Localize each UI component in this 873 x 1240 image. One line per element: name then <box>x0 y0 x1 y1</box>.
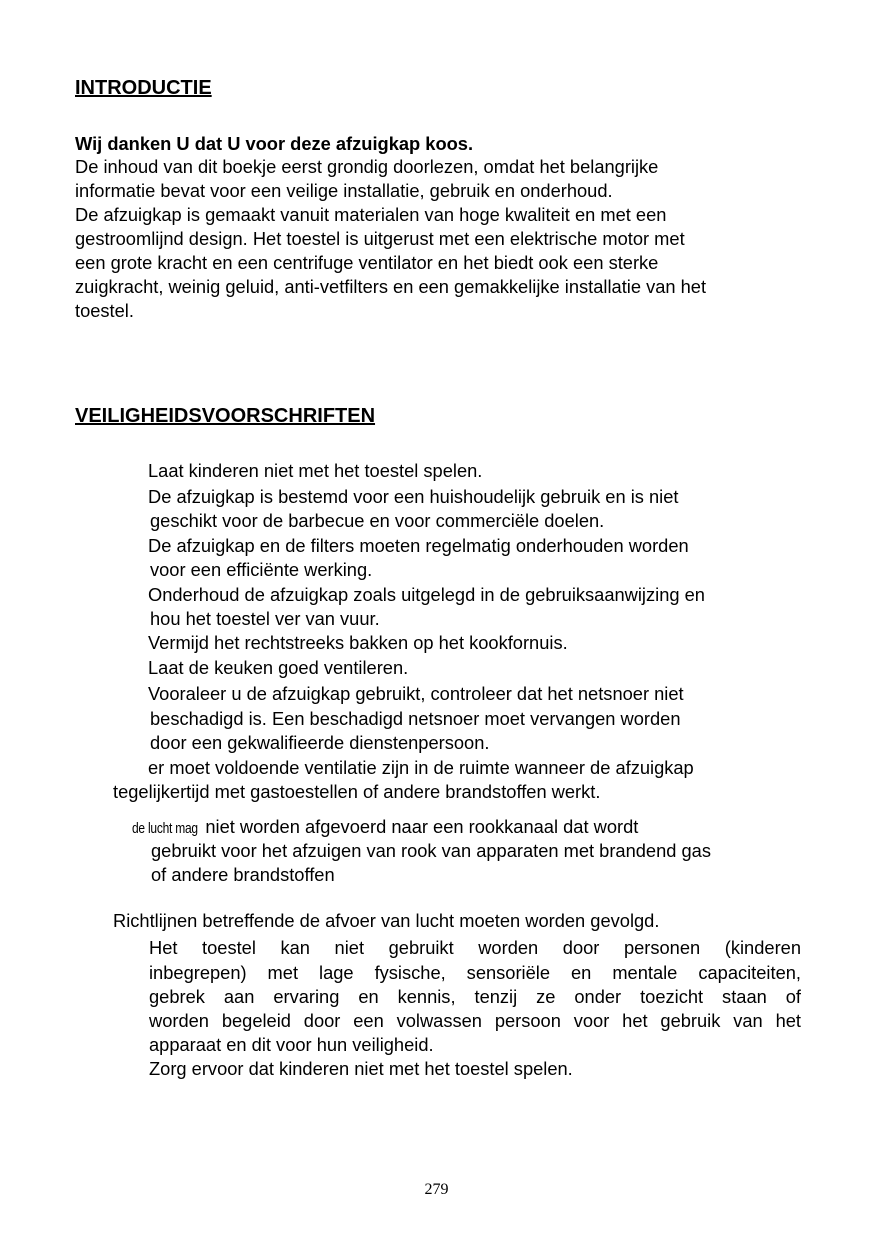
capacity-line: Het toestel kan niet gebruikt worden door personen (kinderen <box>149 937 801 958</box>
safety-line: Vooraleer u de afzuigkap gebruikt, controleer dat het netsnoer niet <box>148 683 684 704</box>
intro-heading: INTRODUCTIE <box>75 77 212 99</box>
safety-line: er moet voldoende ventilatie zijn in de ruimte wanneer de afzuigkap <box>148 757 694 778</box>
intro-line: De afzuigkap is gemaakt vanuit materialen van hoge kwaliteit en met een <box>75 204 667 225</box>
safety-line: Vermijd het rechtstreeks bakken op het kookfornuis. <box>148 632 568 653</box>
intro-line: een grote kracht en een centrifuge ventilator en het biedt ook een sterke <box>75 252 659 273</box>
air-line: gebruikt voor het afzuigen van rook van apparaten met brandend gas <box>151 840 711 861</box>
safety-line: hou het toestel ver van vuur. <box>150 608 380 629</box>
safety-line: De afzuigkap en de filters moeten regelmatig onderhouden worden <box>148 535 689 556</box>
capacity-line: gebrek aan ervaring en kennis, tenzij ze onder toezicht staan of <box>149 986 801 1007</box>
safety-line: beschadigd is. Een beschadigd netsnoer moet vervangen worden <box>150 708 681 729</box>
safety-line: voor een efficiënte werking. <box>150 559 373 580</box>
safety-heading: VEILIGHEIDSVOORSCHRIFTEN <box>75 405 376 427</box>
safety-line: Laat de keuken goed ventileren. <box>148 657 409 678</box>
capacity-line: apparaat en dit voor hun veiligheid. <box>149 1034 434 1055</box>
safety-line: door een gekwalifieerde dienstenpersoon. <box>150 732 490 753</box>
safety-line: Laat kinderen niet met het toestel spelen. <box>148 460 483 481</box>
air-line <box>132 815 638 841</box>
final-line: Zorg ervoor dat kinderen niet met het toestel spelen. <box>149 1058 573 1079</box>
capacity-line: worden begeleid door een volwassen persoon voor het gebruik van het <box>149 1010 801 1031</box>
capacity-line: inbegrepen) met lage fysische, sensoriële en mentale capaciteiten, <box>149 962 801 983</box>
air-prefix: de lucht mag <box>132 820 198 837</box>
safety-line: Onderhoud de afzuigkap zoals uitgelegd in de gebruiksaanwijzing en <box>148 584 705 605</box>
intro-thanks: Wij danken U dat U voor deze afzuigkap koos. <box>75 133 474 154</box>
air-line-text: niet worden afgevoerd naar een rookkanaal dat wordt <box>200 816 639 837</box>
intro-line: zuigkracht, weinig geluid, anti-vetfilters en een gemakkelijke installatie van het <box>75 276 707 297</box>
guideline-line: Richtlijnen betreffende de afvoer van lucht moeten worden gevolgd. <box>113 910 660 931</box>
safety-line: De afzuigkap is bestemd voor een huishoudelijk gebruik en is niet <box>148 486 679 507</box>
safety-line: geschikt voor de barbecue en voor commerciële doelen. <box>150 510 605 531</box>
intro-line: gestroomlijnd design. Het toestel is uitgerust met een elektrische motor met <box>75 228 685 249</box>
intro-line: De inhoud van dit boekje eerst grondig doorlezen, omdat het belangrijke <box>75 156 659 177</box>
intro-line: informatie bevat voor een veilige installatie, gebruik en onderhoud. <box>75 180 613 201</box>
air-line: of andere brandstoffen <box>151 864 335 885</box>
page-number: 279 <box>424 1181 449 1198</box>
intro-line: toestel. <box>75 300 134 321</box>
safety-line: tegelijkertijd met gastoestellen of andere brandstoffen werkt. <box>113 781 601 802</box>
